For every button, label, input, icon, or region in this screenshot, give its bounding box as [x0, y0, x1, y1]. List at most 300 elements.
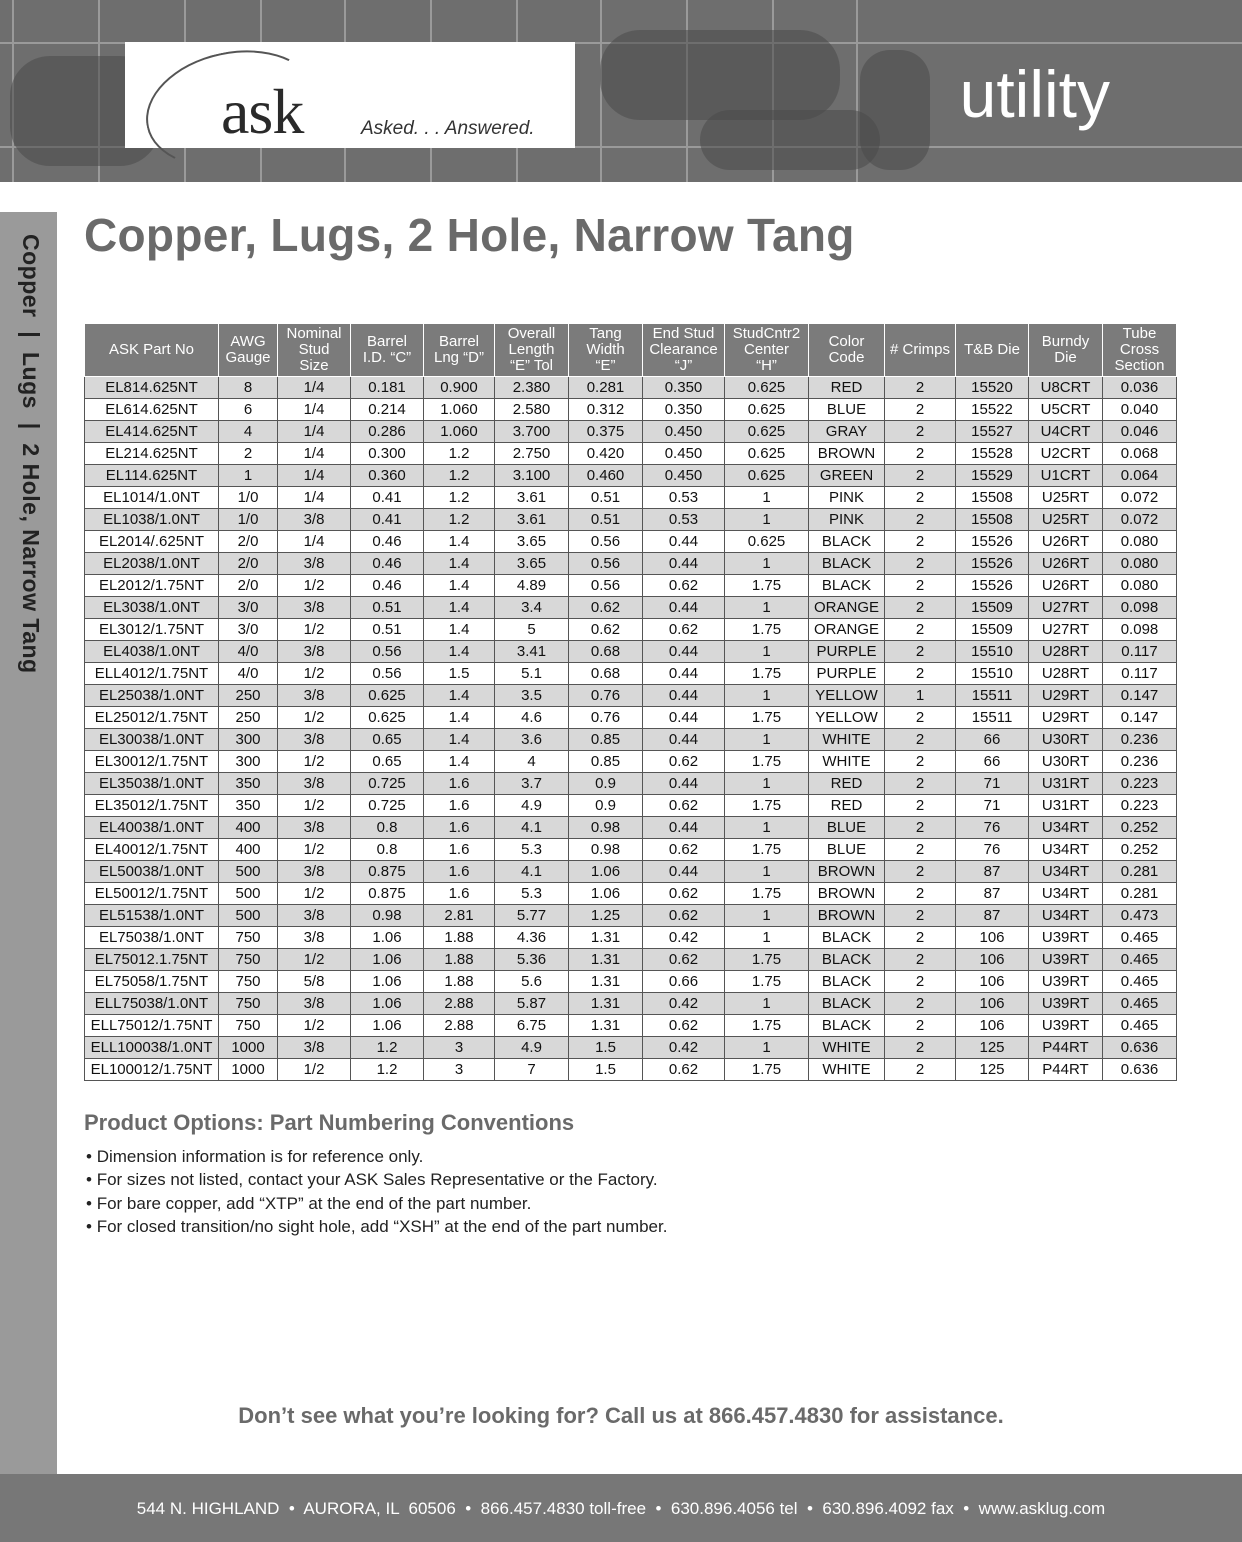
table-cell: 1000: [219, 1059, 278, 1081]
table-cell: 0.8: [351, 839, 424, 861]
table-cell: 6: [219, 399, 278, 421]
table-cell: 0.625: [725, 399, 809, 421]
table-cell: 4.89: [495, 575, 569, 597]
table-cell: 15509: [956, 619, 1029, 641]
table-cell: 0.080: [1103, 575, 1177, 597]
table-cell: 0.725: [351, 773, 424, 795]
table-cell: 1/2: [278, 949, 351, 971]
table-cell: 2: [885, 575, 956, 597]
table-cell: 0.62: [643, 1015, 725, 1037]
table-cell: EL1038/1.0NT: [85, 509, 219, 531]
table-cell: U2CRT: [1029, 443, 1103, 465]
category-label: utility: [959, 57, 1110, 131]
table-cell: 0.625: [725, 421, 809, 443]
table-cell: 2: [885, 729, 956, 751]
table-cell: 1: [219, 465, 278, 487]
table-cell: 0.636: [1103, 1037, 1177, 1059]
table-cell: 350: [219, 773, 278, 795]
table-cell: 1.06: [351, 927, 424, 949]
table-cell: U34RT: [1029, 905, 1103, 927]
table-cell: 1.31: [569, 993, 643, 1015]
table-cell: 0.252: [1103, 839, 1177, 861]
table-cell: 1.88: [424, 971, 495, 993]
table-cell: 1.75: [725, 619, 809, 641]
table-cell: 87: [956, 905, 1029, 927]
table-cell: 1/4: [278, 421, 351, 443]
table-cell: U1CRT: [1029, 465, 1103, 487]
table-cell: 0.44: [643, 553, 725, 575]
table-cell: U25RT: [1029, 487, 1103, 509]
options-notes: [86, 1145, 667, 1238]
table-cell: BLACK: [809, 971, 885, 993]
table-cell: 0.56: [569, 553, 643, 575]
table-cell: 0.181: [351, 377, 424, 399]
table-cell: 71: [956, 795, 1029, 817]
table-cell: 2: [885, 377, 956, 399]
table-cell: 3/0: [219, 597, 278, 619]
table-row: [85, 773, 1177, 795]
table-cell: 2: [885, 949, 956, 971]
table-cell: U29RT: [1029, 685, 1103, 707]
table-cell: 1: [725, 685, 809, 707]
table-cell: 0.62: [643, 751, 725, 773]
table-row: [85, 839, 1177, 861]
table-cell: PINK: [809, 509, 885, 531]
table-cell: 1.4: [424, 619, 495, 641]
table-cell: RED: [809, 795, 885, 817]
table-cell: EL35012/1.75NT: [85, 795, 219, 817]
table-cell: 2: [885, 795, 956, 817]
table-cell: 1.4: [424, 707, 495, 729]
table-cell: U34RT: [1029, 883, 1103, 905]
table-cell: EL614.625NT: [85, 399, 219, 421]
table-cell: U39RT: [1029, 949, 1103, 971]
table-cell: 3.6: [495, 729, 569, 751]
list-item: • For bare copper, add “XTP” at the end of the part number.: [86, 1192, 667, 1215]
table-cell: 2: [885, 707, 956, 729]
table-cell: 1.31: [569, 927, 643, 949]
table-cell: BROWN: [809, 443, 885, 465]
table-cell: 106: [956, 971, 1029, 993]
table-cell: 5/8: [278, 971, 351, 993]
table-row: [85, 883, 1177, 905]
table-cell: 1.75: [725, 839, 809, 861]
table-cell: 4: [219, 421, 278, 443]
table-cell: 1.75: [725, 971, 809, 993]
table-cell: U4CRT: [1029, 421, 1103, 443]
table-cell: 0.44: [643, 861, 725, 883]
table-cell: 3/8: [278, 993, 351, 1015]
table-cell: EL51538/1.0NT: [85, 905, 219, 927]
table-cell: 1/4: [278, 443, 351, 465]
table-cell: 2.750: [495, 443, 569, 465]
table-cell: 3.700: [495, 421, 569, 443]
table-cell: 0.65: [351, 729, 424, 751]
table-cell: BLACK: [809, 575, 885, 597]
table-cell: PURPLE: [809, 663, 885, 685]
table-cell: 3/8: [278, 685, 351, 707]
table-cell: 2: [885, 597, 956, 619]
table-cell: 0.62: [643, 619, 725, 641]
table-cell: 4.1: [495, 861, 569, 883]
table-cell: 1.2: [424, 465, 495, 487]
table-cell: 0.117: [1103, 641, 1177, 663]
table-row: [85, 751, 1177, 773]
table-row: [85, 509, 1177, 531]
table-cell: 1.25: [569, 905, 643, 927]
column-header: Tang Width “E”: [569, 324, 643, 377]
table-cell: 1.2: [424, 487, 495, 509]
table-cell: 1.4: [424, 531, 495, 553]
table-cell: 15529: [956, 465, 1029, 487]
table-cell: EL4038/1.0NT: [85, 641, 219, 663]
table-cell: 0.62: [643, 795, 725, 817]
table-cell: GRAY: [809, 421, 885, 443]
table-row: [85, 443, 1177, 465]
table-row: [85, 663, 1177, 685]
table-cell: 1: [725, 905, 809, 927]
table-cell: 1.6: [424, 795, 495, 817]
table-cell: U31RT: [1029, 773, 1103, 795]
table-cell: ORANGE: [809, 619, 885, 641]
table-cell: 750: [219, 1015, 278, 1037]
table-cell: U29RT: [1029, 707, 1103, 729]
table-cell: 2: [885, 619, 956, 641]
table-cell: 2: [885, 993, 956, 1015]
table-cell: U30RT: [1029, 729, 1103, 751]
table-cell: 1/2: [278, 883, 351, 905]
table-cell: 1.2: [351, 1059, 424, 1081]
table-cell: 0.44: [643, 685, 725, 707]
column-header: End Stud Clearance “J”: [643, 324, 725, 377]
table-cell: 2.81: [424, 905, 495, 927]
table-row: [85, 531, 1177, 553]
table-cell: 750: [219, 927, 278, 949]
table-cell: 8: [219, 377, 278, 399]
table-cell: 1.6: [424, 817, 495, 839]
table-cell: WHITE: [809, 1037, 885, 1059]
table-cell: EL75038/1.0NT: [85, 927, 219, 949]
table-cell: 500: [219, 883, 278, 905]
table-cell: ORANGE: [809, 597, 885, 619]
table-row: [85, 399, 1177, 421]
table-cell: 0.473: [1103, 905, 1177, 927]
lug-image: [600, 30, 840, 120]
table-cell: 3.41: [495, 641, 569, 663]
table-cell: 3.4: [495, 597, 569, 619]
table-cell: 750: [219, 993, 278, 1015]
table-cell: 500: [219, 905, 278, 927]
table-cell: EL214.625NT: [85, 443, 219, 465]
table-cell: 76: [956, 839, 1029, 861]
table-cell: EL2014/.625NT: [85, 531, 219, 553]
table-cell: 2: [885, 927, 956, 949]
table-cell: ELL4012/1.75NT: [85, 663, 219, 685]
table-cell: 5.6: [495, 971, 569, 993]
table-cell: 87: [956, 883, 1029, 905]
table-cell: 66: [956, 729, 1029, 751]
header-banner: [0, 0, 1242, 182]
table-cell: EL3012/1.75NT: [85, 619, 219, 641]
table-cell: 0.44: [643, 729, 725, 751]
table-cell: 3/8: [278, 553, 351, 575]
table-cell: 3: [424, 1059, 495, 1081]
table-cell: 3/8: [278, 509, 351, 531]
table-cell: 0.465: [1103, 949, 1177, 971]
table-cell: EL2038/1.0NT: [85, 553, 219, 575]
table-cell: U39RT: [1029, 993, 1103, 1015]
table-cell: 0.42: [643, 1037, 725, 1059]
table-cell: 0.465: [1103, 1015, 1177, 1037]
call-to-action: Don’t see what you’re looking for? Call us at 866.457.4830 for assistance.: [238, 1403, 1004, 1428]
table-cell: 0.98: [569, 839, 643, 861]
table-cell: 1: [725, 927, 809, 949]
table-cell: 0.8: [351, 817, 424, 839]
table-cell: 2: [885, 663, 956, 685]
table-cell: 5.77: [495, 905, 569, 927]
table-cell: 1/2: [278, 663, 351, 685]
table-cell: 1: [725, 773, 809, 795]
table-cell: 15510: [956, 641, 1029, 663]
table-cell: 0.625: [725, 443, 809, 465]
table-cell: 250: [219, 685, 278, 707]
table-cell: 0.46: [351, 531, 424, 553]
table-cell: YELLOW: [809, 685, 885, 707]
column-header: Barrel Lng “D”: [424, 324, 495, 377]
table-cell: 0.44: [643, 597, 725, 619]
table-cell: 1: [725, 993, 809, 1015]
table-cell: EL75058/1.75NT: [85, 971, 219, 993]
table-cell: U34RT: [1029, 861, 1103, 883]
table-cell: 1/4: [278, 465, 351, 487]
table-cell: RED: [809, 377, 885, 399]
table-cell: 0.252: [1103, 817, 1177, 839]
table-cell: 0.42: [643, 993, 725, 1015]
table-cell: 0.450: [643, 465, 725, 487]
table-cell: EL75012.1.75NT: [85, 949, 219, 971]
table-row: [85, 971, 1177, 993]
table-cell: 0.44: [643, 663, 725, 685]
table-cell: 1: [725, 1037, 809, 1059]
table-cell: 15526: [956, 553, 1029, 575]
table-cell: U26RT: [1029, 553, 1103, 575]
table-cell: EL30038/1.0NT: [85, 729, 219, 751]
table-cell: 2: [885, 531, 956, 553]
table-cell: 0.147: [1103, 685, 1177, 707]
table-cell: 3.61: [495, 487, 569, 509]
column-header: AWG Gauge: [219, 324, 278, 377]
table-row: [85, 597, 1177, 619]
table-cell: 0.44: [643, 817, 725, 839]
table-cell: U39RT: [1029, 927, 1103, 949]
table-cell: 7: [495, 1059, 569, 1081]
table-cell: 5.87: [495, 993, 569, 1015]
table-cell: 0.147: [1103, 707, 1177, 729]
table-cell: BLACK: [809, 1015, 885, 1037]
table-cell: 66: [956, 751, 1029, 773]
table-cell: 1/2: [278, 1059, 351, 1081]
table-cell: 4/0: [219, 663, 278, 685]
table-cell: BLACK: [809, 949, 885, 971]
table-cell: EL25038/1.0NT: [85, 685, 219, 707]
table-cell: 2: [885, 861, 956, 883]
table-cell: YELLOW: [809, 707, 885, 729]
table-cell: 1/2: [278, 575, 351, 597]
table-cell: BLACK: [809, 993, 885, 1015]
table-cell: 0.875: [351, 861, 424, 883]
table-cell: 3: [424, 1037, 495, 1059]
table-cell: 15511: [956, 685, 1029, 707]
table-cell: 0.080: [1103, 553, 1177, 575]
table-cell: 0.68: [569, 663, 643, 685]
table-row: [85, 1059, 1177, 1081]
table-cell: 3/8: [278, 905, 351, 927]
table-cell: 0.44: [643, 531, 725, 553]
table-cell: 0.85: [569, 751, 643, 773]
table-cell: WHITE: [809, 1059, 885, 1081]
table-cell: 0.51: [569, 509, 643, 531]
table-cell: U26RT: [1029, 575, 1103, 597]
table-cell: 2: [885, 883, 956, 905]
table-cell: EL114.625NT: [85, 465, 219, 487]
table-cell: 125: [956, 1037, 1029, 1059]
table-cell: 0.44: [643, 773, 725, 795]
table-cell: 1.4: [424, 685, 495, 707]
column-header: Color Code: [809, 324, 885, 377]
table-row: [85, 421, 1177, 443]
table-cell: 0.66: [643, 971, 725, 993]
table-cell: 0.625: [725, 465, 809, 487]
table-cell: 15510: [956, 663, 1029, 685]
table-cell: 2: [885, 641, 956, 663]
table-cell: 125: [956, 1059, 1029, 1081]
table-cell: 0.56: [569, 575, 643, 597]
table-cell: 0.064: [1103, 465, 1177, 487]
table-cell: 1/4: [278, 531, 351, 553]
table-cell: 0.41: [351, 487, 424, 509]
table-cell: 1.88: [424, 927, 495, 949]
table-cell: EL2012/1.75NT: [85, 575, 219, 597]
table-cell: 0.625: [351, 685, 424, 707]
table-cell: 500: [219, 861, 278, 883]
table-row: [85, 619, 1177, 641]
options-title: Product Options: Part Numbering Conventions: [84, 1110, 575, 1135]
column-header: ASK Part No: [85, 324, 219, 377]
table-header-row: [85, 324, 1177, 377]
table-cell: P44RT: [1029, 1037, 1103, 1059]
table-cell: 15520: [956, 377, 1029, 399]
table-cell: 4.6: [495, 707, 569, 729]
table-cell: 0.625: [725, 531, 809, 553]
table-cell: 1.6: [424, 773, 495, 795]
table-cell: 15508: [956, 509, 1029, 531]
table-cell: 0.46: [351, 575, 424, 597]
table-cell: 3/8: [278, 1037, 351, 1059]
table-cell: 5.1: [495, 663, 569, 685]
table-cell: 0.223: [1103, 795, 1177, 817]
column-header: Nominal Stud Size: [278, 324, 351, 377]
table-cell: 15508: [956, 487, 1029, 509]
table-cell: 400: [219, 817, 278, 839]
table-cell: BLUE: [809, 817, 885, 839]
table-cell: 1/2: [278, 751, 351, 773]
table-cell: 0.040: [1103, 399, 1177, 421]
table-cell: BLACK: [809, 927, 885, 949]
table-cell: EL414.625NT: [85, 421, 219, 443]
table-cell: 0.281: [1103, 861, 1177, 883]
table-cell: 0.117: [1103, 663, 1177, 685]
table-cell: RED: [809, 773, 885, 795]
table-cell: 2/0: [219, 531, 278, 553]
table-row: [85, 465, 1177, 487]
table-cell: 1.75: [725, 1015, 809, 1037]
table-cell: 1.75: [725, 575, 809, 597]
table-cell: EL100012/1.75NT: [85, 1059, 219, 1081]
table-cell: BLACK: [809, 553, 885, 575]
table-cell: 1.6: [424, 839, 495, 861]
table-cell: WHITE: [809, 751, 885, 773]
table-cell: EL814.625NT: [85, 377, 219, 399]
table-cell: 4: [495, 751, 569, 773]
column-header: Barrel I.D. “C”: [351, 324, 424, 377]
table-cell: 0.450: [643, 443, 725, 465]
table-cell: 0.072: [1103, 487, 1177, 509]
table-cell: 1.4: [424, 553, 495, 575]
table-cell: 400: [219, 839, 278, 861]
table-cell: 0.281: [1103, 883, 1177, 905]
table-cell: 3.100: [495, 465, 569, 487]
table-cell: 0.68: [569, 641, 643, 663]
logo-tagline: Asked. . . Answered.: [361, 118, 535, 139]
table-cell: U5CRT: [1029, 399, 1103, 421]
table-cell: 106: [956, 949, 1029, 971]
table-cell: 0.465: [1103, 993, 1177, 1015]
table-cell: BLUE: [809, 839, 885, 861]
table-row: [85, 795, 1177, 817]
table-cell: 3/8: [278, 641, 351, 663]
table-cell: 5.3: [495, 883, 569, 905]
table-cell: 2: [885, 487, 956, 509]
table-row: [85, 927, 1177, 949]
table-cell: 1.75: [725, 949, 809, 971]
table-cell: 0.51: [351, 597, 424, 619]
table-cell: 0.098: [1103, 597, 1177, 619]
table-cell: WHITE: [809, 729, 885, 751]
table-cell: 3.5: [495, 685, 569, 707]
spec-table: [84, 323, 1177, 1081]
table-cell: 76: [956, 817, 1029, 839]
table-cell: 87: [956, 861, 1029, 883]
list-item: • For sizes not listed, contact your ASK Sales Representative or the Factory.: [86, 1168, 667, 1191]
table-cell: 2.88: [424, 1015, 495, 1037]
footer-contact: 544 N. HIGHLAND • AURORA, IL 60506 • 866.457.4830 toll-free • 630.896.4056 tel • 630.896.4092 fax • www.asklug.com: [136, 1499, 1106, 1518]
table-cell: 1: [725, 641, 809, 663]
table-cell: 1/2: [278, 795, 351, 817]
table-cell: 2: [885, 1037, 956, 1059]
table-row: [85, 487, 1177, 509]
table-cell: 0.465: [1103, 927, 1177, 949]
table-cell: U34RT: [1029, 817, 1103, 839]
table-cell: 1.060: [424, 399, 495, 421]
table-cell: 4/0: [219, 641, 278, 663]
table-cell: 300: [219, 751, 278, 773]
table-cell: PURPLE: [809, 641, 885, 663]
table-cell: 0.53: [643, 487, 725, 509]
table-cell: 1.31: [569, 949, 643, 971]
table-cell: 1: [725, 597, 809, 619]
table-cell: EL50038/1.0NT: [85, 861, 219, 883]
table-row: [85, 641, 1177, 663]
